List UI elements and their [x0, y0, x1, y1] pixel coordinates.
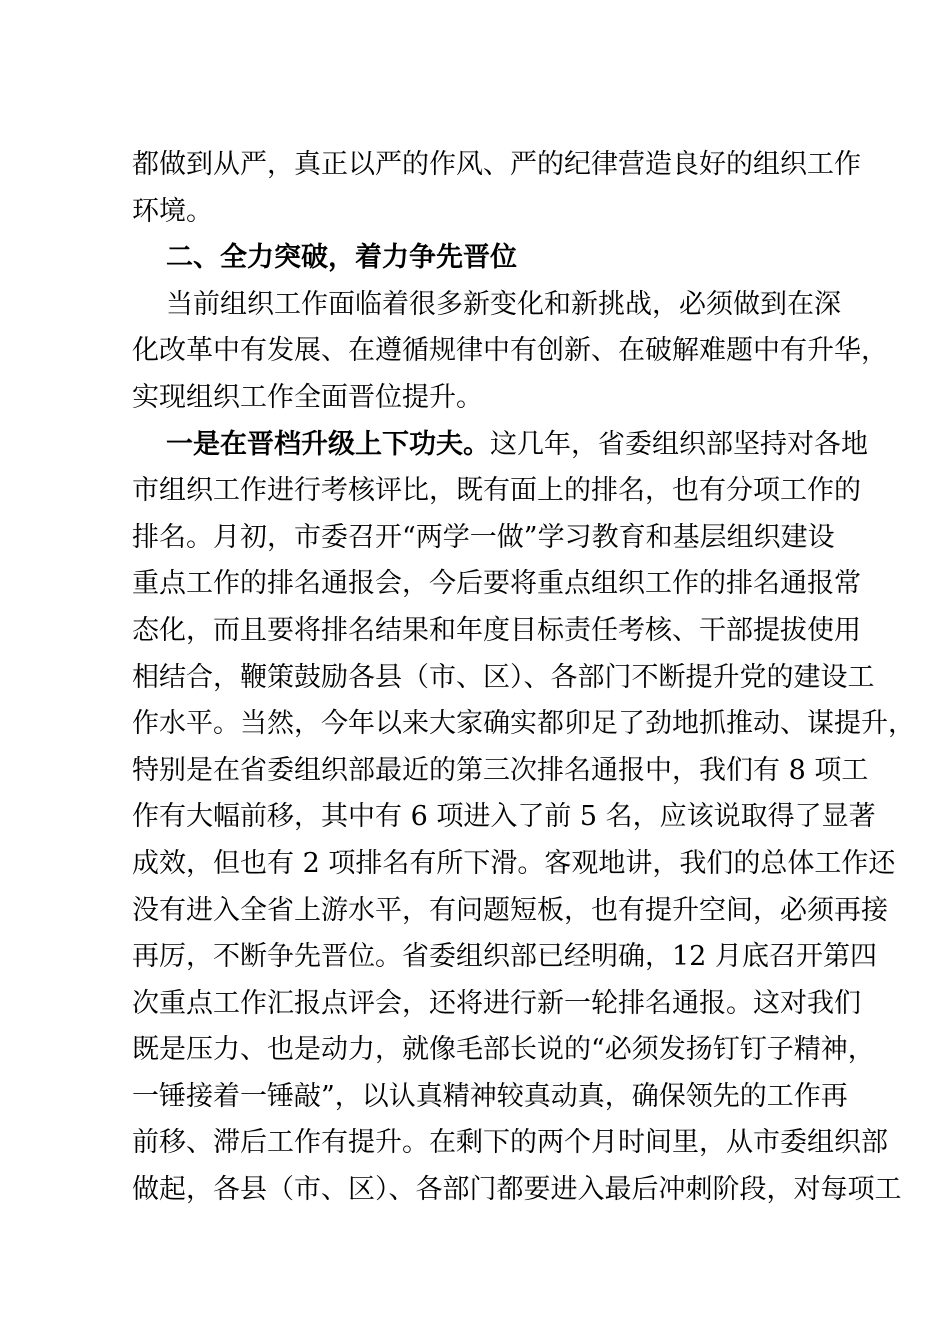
paragraph-first-line [132, 422, 868, 469]
paragraph-line: 态化，而且要将排名结果和年度目标责任考核、干部提拔使用 [132, 614, 861, 646]
paragraph-line: 环境。 [132, 195, 213, 227]
paragraph-line: 一锤接着一锤敲”，以认真精神较真动真，确保领先的工作再 [132, 1080, 848, 1112]
paragraph-line: 相结合，鞭策鼓励各县（市、区）、各部门不断提升党的建设工 [132, 661, 875, 693]
paragraph-line: 次重点工作汇报点评会，还将进行新一轮排名通报。这对我们 [132, 987, 861, 1019]
paragraph-line: 实现组织工作全面晋位提升。 [132, 381, 483, 413]
paragraph-line: 前移、滞后工作有提升。在剩下的两个月时间里，从市委组织部 [132, 1127, 888, 1159]
paragraph-line: 做起，各县（市、区）、各部门都要进入最后冲刺阶段，对每项工 [132, 1174, 902, 1206]
section-heading: 二、全力突破，着力争先晋位 [166, 242, 517, 274]
paragraph-line: 当前组织工作面临着很多新变化和新挑战，必须做到在深 [166, 288, 841, 320]
paragraph-line-rest: 这几年，省委组织部坚持对各地 [490, 428, 868, 460]
document-body [132, 142, 915, 1214]
paragraph-line: 市组织工作进行考核评比，既有面上的排名，也有分项工作的 [132, 475, 861, 507]
paragraph-lead-bold: 一是在晋档升级上下功夫。 [166, 428, 490, 460]
paragraph-line: 都做到从严，真正以严的作风、严的纪律营造良好的组织工作 [132, 149, 861, 180]
paragraph-line: 化改革中有发展、在遵循规律中有创新、在破解难题中有升华， [132, 335, 888, 367]
paragraph-line: 没有进入全省上游水平，有问题短板，也有提升空间，必须再接 [132, 894, 888, 926]
paragraph-line: 重点工作的排名通报会，今后要将重点组织工作的排名通报常 [132, 568, 861, 600]
paragraph-line: 再厉，不断争先晋位。省委组织部已经明确，12 月底召开第四 [132, 941, 877, 973]
paragraph-line: 作有大幅前移，其中有 6 项进入了前 5 名，应该说取得了显著 [132, 801, 876, 833]
paragraph-line: 成效，但也有 2 项排名有所下滑。客观地讲，我们的总体工作还 [132, 847, 896, 879]
paragraph-line: 既是压力、也是动力，就像毛部长说的“必须发扬钉钉子精神， [132, 1034, 875, 1066]
paragraph-line: 排名。月初，市委召开“两学一做”学习教育和基层组织建设 [132, 521, 835, 553]
paragraph-line: 特别是在省委组织部最近的第三次排名通报中，我们有 8 项工 [132, 754, 869, 786]
paragraph-line: 作水平。当然，今年以来大家确实都卯足了劲地抓推动、谋提升， [132, 708, 915, 740]
